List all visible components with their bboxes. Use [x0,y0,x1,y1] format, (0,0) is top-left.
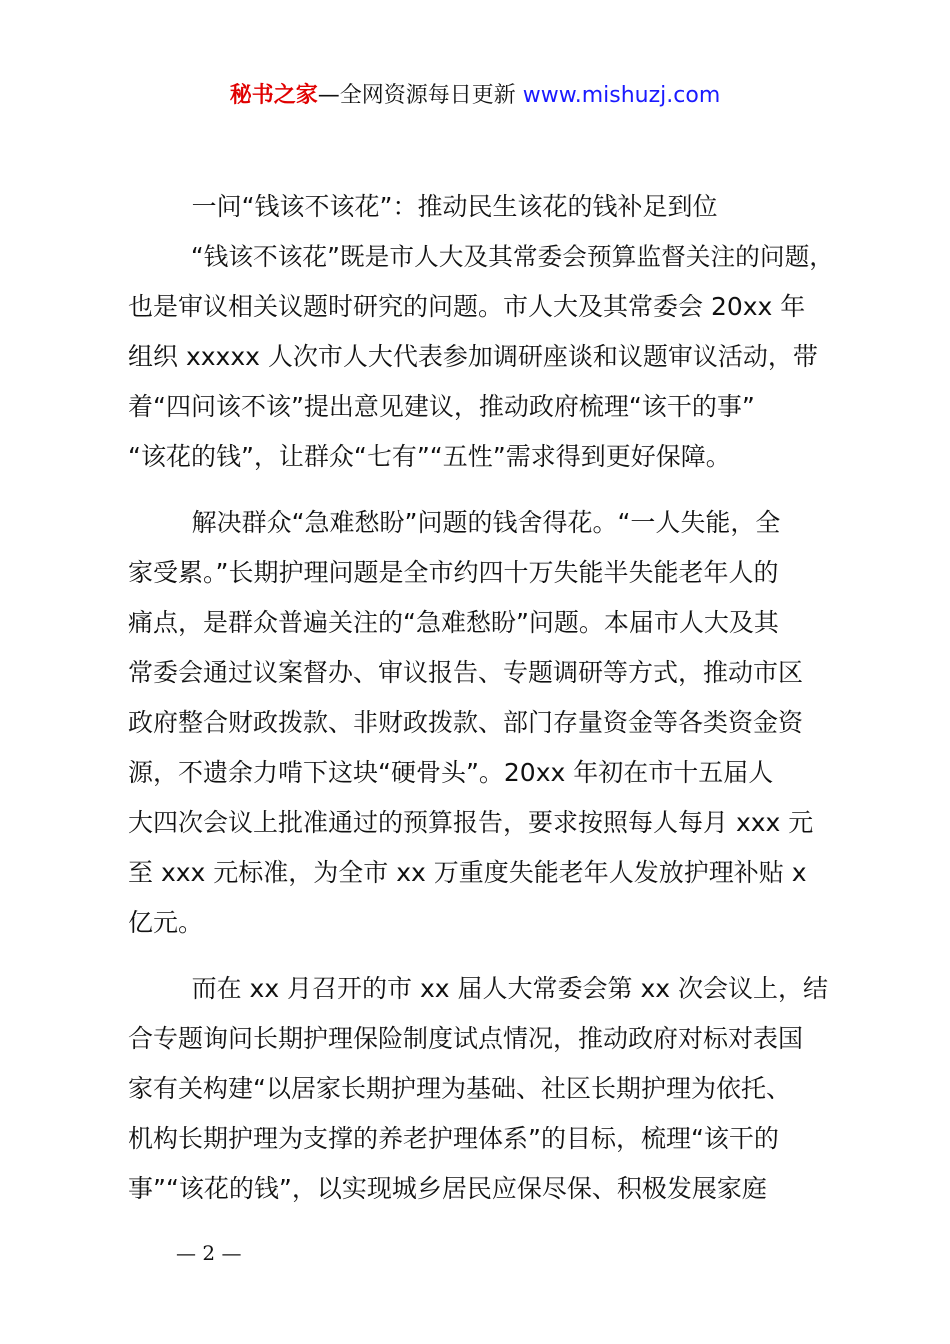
text-line: 解决群众“急难愁盼”问题的钱舍得花。“一人失能，全 [128,508,781,537]
paragraph-gap [128,482,834,498]
text-line: 事”“该花的钱”，以实现城乡居民应保尽保、积极发展家庭 [128,1174,767,1203]
text-line: “该花的钱”，让群众“七有”“五性”需求得到更好保障。 [128,442,731,471]
text-line: 着“四问该不该”提出意见建议，推动政府梳理“该干的事” [128,392,755,421]
text-line: 而在 xx 月召开的市 xx 届人大常委会第 xx 次会议上，结 [128,974,829,1003]
text-line: 一问“钱该不该花”：推动民生该花的钱补足到位 [128,192,718,221]
page-number: — 2 — [176,1241,242,1265]
brand-url: www.mishuzj.com [522,83,721,108]
text-line: 亿元。 [128,908,204,937]
text-line: 大四次会议上批准通过的预算报告，要求按照每人每月 xxx 元 [128,808,814,837]
text-line: 政府整合财政拨款、非财政拨款、部门存量资金等各类资金资 [128,708,804,737]
text-line: 也是审议相关议题时研究的问题。市人大及其常委会 20xx 年 [128,292,806,321]
text-line: 源，不遗余力啃下这块“硬骨头”。20xx 年初在市十五届人 [128,758,774,787]
text-line: 机构长期护理为支撑的养老护理体系”的目标，梳理“该干的 [128,1124,779,1153]
text-line: 合专题询问长期护理保险制度试点情况，推动政府对标对表国 [128,1024,804,1053]
text-line: 常委会通过议案督办、审议报告、专题调研等方式，推动市区 [128,658,804,687]
text-line: 痛点，是群众普遍关注的“急难愁盼”问题。本届市人大及其 [128,608,779,637]
text-line: 组织 xxxxx 人次市人大代表参加调研座谈和议题审议活动，带 [128,342,818,371]
text-line: “钱该不该花”既是市人大及其常委会预算监督关注的问题， [128,242,834,271]
paragraph-gap [128,948,834,964]
brand-tagline: —全网资源每日更新 [317,83,516,108]
watermark-header [0,80,950,112]
text-line: 至 xxx 元标准，为全市 xx 万重度失能老年人发放护理补贴 x [128,858,807,887]
brand-name: 秘书之家 [229,83,318,108]
text-line: 家有关构建“以居家长期护理为基础、社区长期护理为依托、 [128,1074,791,1103]
document-body [128,182,834,1214]
text-line: 家受累。”长期护理问题是全市约四十万失能半失能老年人的 [128,558,779,587]
